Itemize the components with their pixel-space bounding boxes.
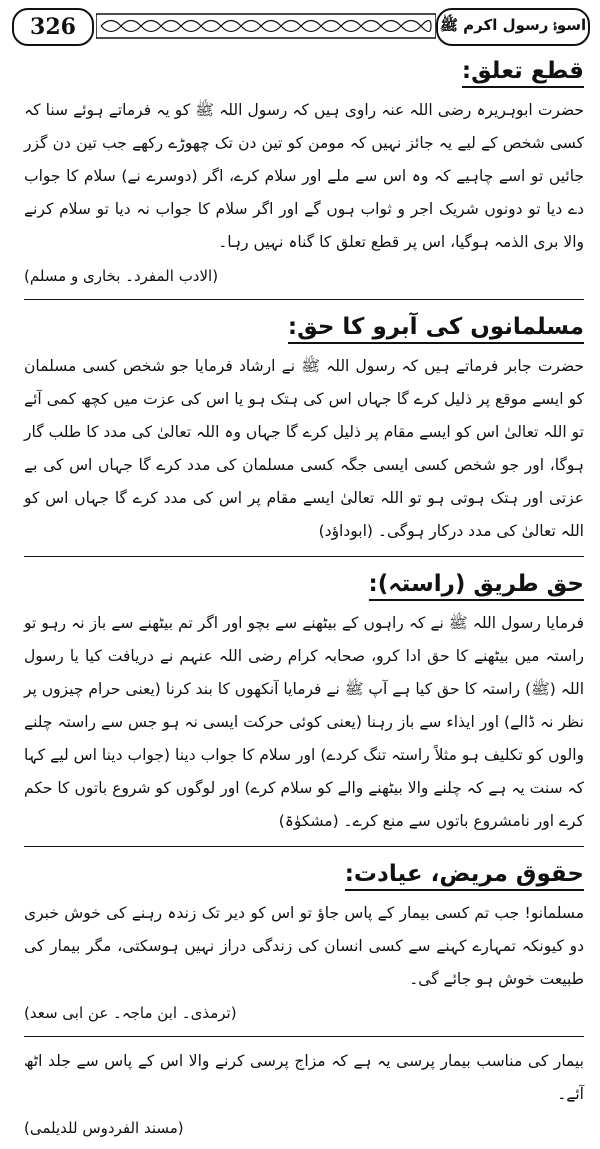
page-number: 326 — [30, 14, 76, 40]
page-content — [24, 52, 584, 1149]
section-heading: قطع تعلق: — [462, 58, 584, 88]
section-qata-taalluq — [24, 52, 584, 291]
section-haq-tareeq — [24, 565, 584, 838]
book-title-box — [436, 8, 590, 46]
section-heading: حقوق مریض، عیادت: — [345, 861, 584, 891]
section-huqooq-mareez — [24, 855, 584, 1143]
section-paragraph: مسلمانو! جب تم کسی بیمار کے پاس جاؤ تو اس کو دیر تک زندہ رہنے کی خوش خبری دو کیونکہ تمہارے کہنے سے کسی انسان کی زندگی دراز نہیں ہوسکتی، مگر بیمار کی طبیعت خوش ہو جائے گی۔ — [24, 904, 584, 988]
section-reference: (مسند الفردوس للدیلمی) — [24, 1119, 184, 1137]
section-paragraph: فرمایا رسول اللہ ﷺ نے کہ راہوں کے بیٹھنے سے بچو اور اگر تم بیٹھنے سے باز نہ رہو تو راستہ میں بیٹھنے کا حق ادا کرو، صحابہ کرام رضی اللہ عنہم نے دریافت کیا یا رسول اللہ (ﷺ) راستہ کا حق کیا ہے آپ ﷺ نے فرمایا آنکھوں کا بند کرنا (یعنی حرام چیزوں پر نظر نہ ڈالے) اور ایذاء سے باز رہنا (یعنی کوئی حرکت ایسی نہ ہو جس سے راستہ چلنے والوں کو تکلیف ہو مثلاً راستہ تنگ کردے) اور سلام کا جواب دینا (جواب دینا اس لیے کہا کہ سنت یہ ہے کہ چلنے والا بیٹھنے والے کو سلام کرے) اور لوگوں کو شروع باتوں کا حکم کرے اور نامشروع باتوں سے منع کرے۔ (مشکوٰۃ) — [24, 614, 584, 830]
section-divider — [24, 556, 584, 557]
section-paragraph: حضرت جابر فرماتے ہیں کہ رسول اللہ ﷺ نے ارشاد فرمایا جو شخص کسی مسلمان کو ایسے موقع پر ذلیل کرے گا جہاں اس کی ہتک ہو یا اس کی عزت میں کچھ کمی آئے تو اللہ تعالیٰ اس کو ایسے مقام پر ذلیل کرے گا جہاں وہ اللہ تعالیٰ کی مدد کا طلب گار ہوگا، اور جو شخص کسی ایسی جگہ کسی مسلمان کی مدد کرے گا جہاں اس کی بے عزتی اور ہتک ہوتی ہو تو اللہ تعالیٰ ایسے مقام پر اس کی مدد کرے گا جہاں اس کو اللہ تعالیٰ کی مدد درکار ہوگی۔ (ابوداؤد) — [24, 357, 584, 540]
section-reference: (الادب المفرد۔ بخاری و مسلم) — [24, 267, 219, 285]
page-number-box — [12, 8, 94, 46]
section-aabru-ka-haq — [24, 308, 584, 548]
section-heading: حق طریق (راستہ): — [369, 571, 585, 601]
section-heading: مسلمانوں کی آبرو کا حق: — [288, 314, 584, 344]
section-paragraph: بیمار کی مناسب بیمار پرسی یہ ہے کہ مزاج پرسی کرنے والا اس کے پاس سے جلد اٹھ آئے۔ — [24, 1052, 584, 1103]
section-divider — [24, 299, 584, 300]
section-paragraph: حضرت ابوہریرہ رضی اللہ عنہ راوی ہیں کہ رسول اللہ ﷺ کو یہ فرماتے ہوئے سنا کہ کسی شخص کے لیے یہ جائز نہیں کہ مومن کو تین دن تک چھوڑے رکھے جب تین دن گزر جائیں تو اسے چاہیے کہ وہ اس سے ملے اور سلام کرے، اگر (دوسرے نے) سلام کا جواب دے دیا تو دونوں شریک اجر و ثواب ہوں گے اور اگر سلام کا جواب نہ دیا تو سلام کرنے والا بری الذمہ ہوگیا، اس پر قطع تعلق کا گناہ نہیں رہا۔ — [24, 101, 584, 251]
page-header — [12, 8, 590, 44]
header-ornament-icon — [96, 13, 436, 39]
section-divider — [24, 1036, 584, 1037]
section-reference: (ترمذی۔ ابن ماجہ۔ عن ابی سعد) — [24, 1004, 237, 1022]
section-divider — [24, 846, 584, 847]
book-title: اسوۂ رسول اکرم ﷺ — [439, 16, 587, 34]
